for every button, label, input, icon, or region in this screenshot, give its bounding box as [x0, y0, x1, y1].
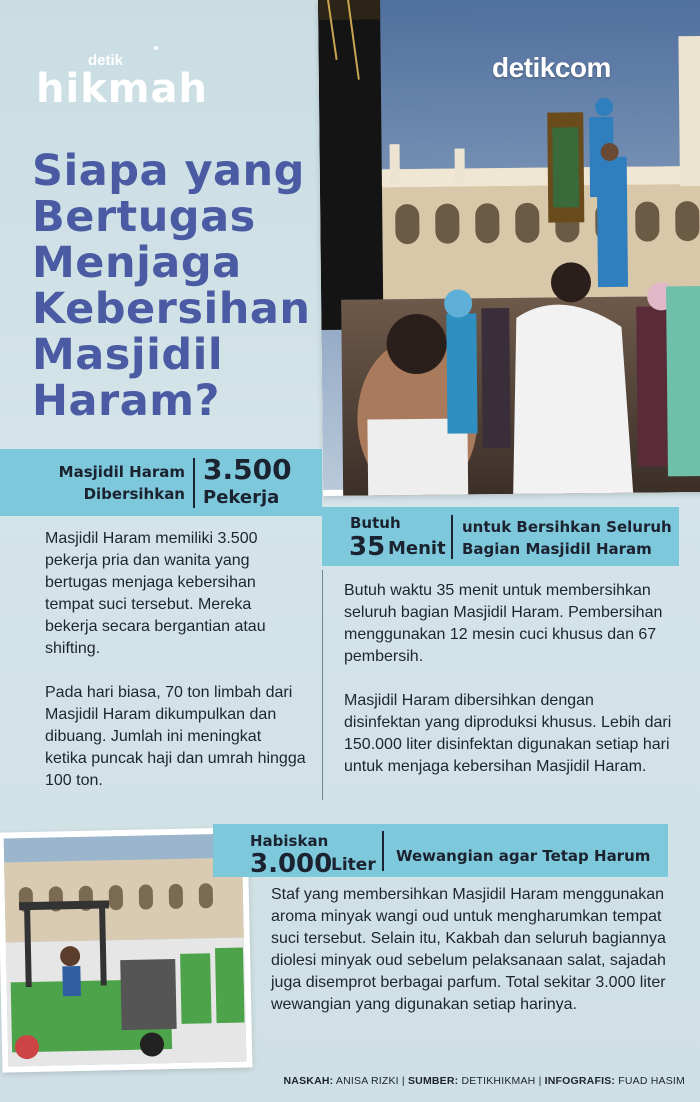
credit-graphic-label: INFOGRAFIS: [544, 1075, 616, 1087]
fact3-word: Habiskan [250, 832, 329, 850]
credit-separator: | [538, 1075, 542, 1087]
title-line: Masjidil [32, 330, 224, 380]
title-line: Bertugas [32, 192, 256, 242]
fact3-banner [213, 824, 668, 877]
fact1-divider [193, 458, 195, 508]
fact2-paragraph2: Masjidil Haram dibersihkan dengan disinfektan yang diproduksi khusus. Lebih dari 150.000 liter disinfektan digunakan setiap hari untuk menjaga kebersihan Masjidil Haram. [344, 692, 672, 775]
fact1-paragraph1: Masjidil Haram memiliki 3.500 pekerja pria dan wanita yang bertugas menjaga kebersihan tempat suci tersebut. Mereka bekerja secara bergantian atau shifting. [45, 530, 266, 657]
fact1-label-line1: Masjidil Haram [58, 463, 185, 481]
fact3-divider [382, 831, 384, 871]
title-line: Kebersihan [32, 284, 311, 334]
fact2-side-line [322, 570, 323, 800]
fact3-paragraph: Staf yang membersihkan Masjidil Haram menggunakan aroma minyak wangi oud untuk mengharumkan tempat suci tersebut. Selain itu, Kakbah dan seluruh bagiannya diolesi minyak oud sebelum pelaksanaan salat, sajadah juga disemprot berbagai parfum. Total sekitar 3.000 liter wewangian yang digunakan setiap harinya. [271, 886, 666, 1013]
logo-big-text: hikmah [36, 66, 208, 112]
title-line: Haram? [32, 376, 220, 426]
fact2-label [462, 516, 672, 560]
fact1-label-line2: Dibersihkan [83, 485, 185, 503]
title-line: Siapa yang [32, 146, 305, 196]
credit-separator: | [401, 1075, 405, 1087]
fact2-divider [451, 515, 453, 559]
credit-graphic: FUAD HASIM [618, 1075, 685, 1087]
title-line: Menjaga [32, 238, 242, 288]
fact2-label-line1: untuk Bersihkan Seluruh [462, 518, 672, 536]
fact2-number: 35 [349, 532, 386, 562]
fact1-unit: Pekerja [203, 487, 280, 508]
fact3-unit: Liter [331, 855, 376, 875]
fact3-number: 3.000 [250, 849, 333, 879]
logo-small-text: detik [88, 52, 124, 69]
fact2-paragraph1: Butuh waktu 35 menit untuk membersihkan seluruh bagian Masjidil Haram. Pembersihan menggunakan 12 mesin cuci khusus dan 67 pembersih. [344, 582, 663, 665]
fact1-banner [0, 449, 322, 516]
credits [0, 1075, 685, 1087]
detikcom-logo: detikcom [492, 52, 611, 83]
fact2-word: Butuh [350, 514, 401, 532]
fact1-number: 3.500 [203, 453, 292, 486]
fact2-label-line2: Bagian Masjidil Haram [462, 540, 652, 558]
fact1-label [59, 461, 185, 505]
credit-source-label: SUMBER: [407, 1075, 459, 1087]
fact3-label: Wewangian agar Tetap Harum [396, 847, 651, 865]
credit-source: DETIKHIKMAH [461, 1075, 536, 1087]
page-title [32, 148, 332, 424]
fact2-unit: Menit [388, 538, 446, 559]
fact1-paragraph2: Pada hari biasa, 70 ton limbah dari Masjidil Haram dikumpulkan dan dibuang. Jumlah ini meningkat ketika puncak haji dan umrah hingga 100 ton. [45, 684, 306, 789]
fact2-banner [322, 507, 679, 566]
credit-writer: ANISA RIZKI [335, 1075, 399, 1087]
detikhikmah-logo [36, 40, 211, 120]
credit-writer-label: NASKAH: [283, 1075, 334, 1087]
